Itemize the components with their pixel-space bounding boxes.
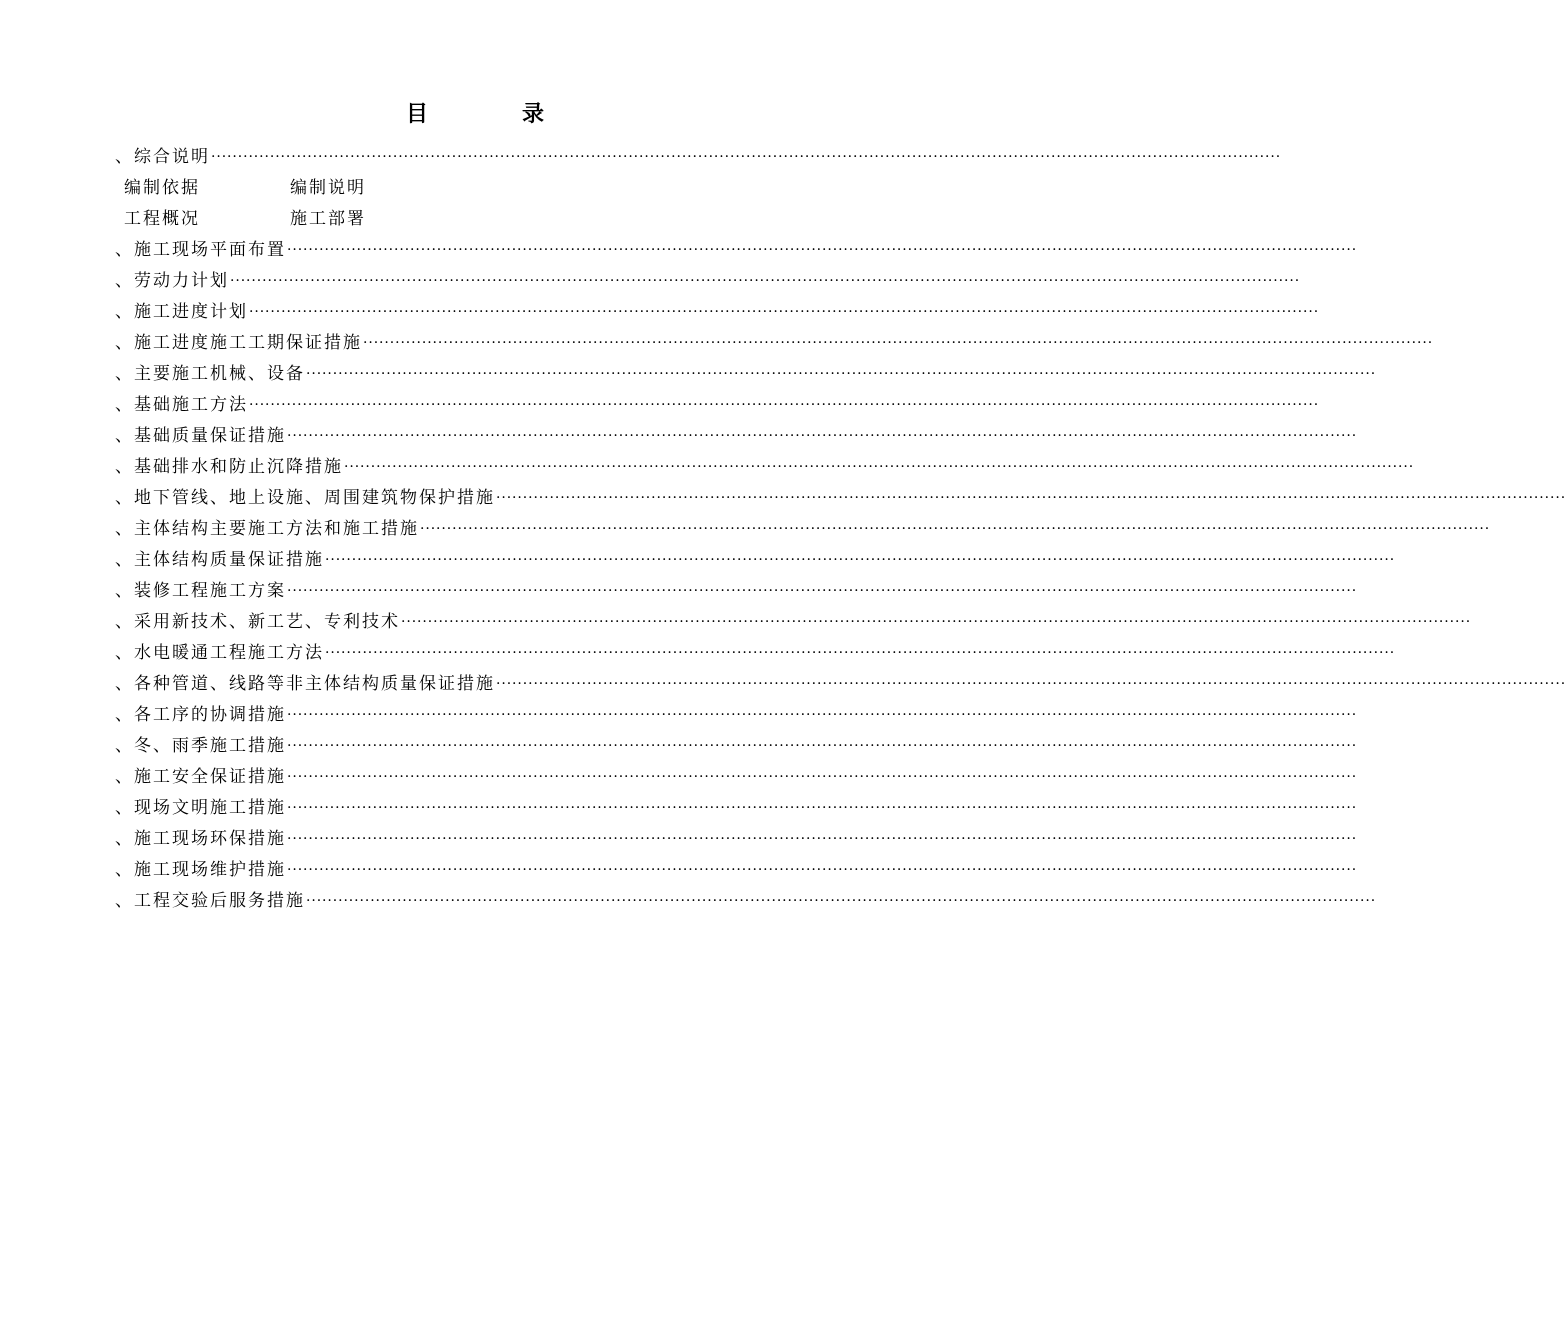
toc-entry[interactable] [115,235,1358,266]
dot-leader: ········································································································································································································ [230,273,1301,289]
toc-entry[interactable] [115,266,1301,297]
dot-leader: ········································································································································································································ [287,738,1358,754]
toc-entry-label: 、施工现场维护措施 [115,860,286,880]
table-of-contents [115,142,1566,917]
dot-leader: ········································································································································································································ [325,645,1396,661]
toc-entry[interactable] [115,700,1358,731]
dot-leader: ········································································································································································································ [496,676,1566,692]
dot-leader: ········································································································································································································ [306,366,1377,382]
dot-leader: ········································································································································································································ [325,552,1396,568]
toc-entry[interactable] [115,328,1434,359]
toc-subentry-row [115,173,795,204]
toc-entry-label: 、基础施工方法 [115,395,248,415]
toc-entry[interactable] [115,390,1320,421]
dot-leader: ········································································································································································································ [401,614,1472,630]
toc-entry-label: 、冬、雨季施工措施 [115,736,286,756]
toc-subentry[interactable]: 工程概况 [124,209,200,229]
toc-entry-label: 、各种管道、线路等非主体结构质量保证措施 [115,674,495,694]
dot-leader: ········································································································································································································ [249,304,1320,320]
toc-subentry[interactable]: 编制依据 [124,178,200,198]
toc-entry-label: 、地下管线、地上设施、周围建筑物保护措施 [115,488,495,508]
toc-entry-label: 、基础排水和防止沉降措施 [115,457,343,477]
toc-entry[interactable] [115,142,1282,173]
toc-subentry-row [115,204,795,235]
dot-leader: ········································································································································································································ [287,769,1358,785]
dot-leader: ········································································································································································································ [306,893,1377,909]
toc-entry[interactable] [115,762,1358,793]
toc-entry-label: 、现场文明施工措施 [115,798,286,818]
toc-entry-label: 、施工现场环保措施 [115,829,286,849]
dot-leader: ········································································································································································································ [211,149,1282,165]
toc-entry[interactable] [115,886,1377,917]
toc-subentry[interactable]: 编制说明 [290,178,366,198]
toc-entry[interactable] [115,514,1491,545]
toc-entry-label: 、主体结构质量保证措施 [115,550,324,570]
dot-leader: ········································································································································································································ [287,707,1358,723]
toc-entry[interactable] [115,607,1472,638]
toc-subentry[interactable]: 施工部署 [290,209,366,229]
toc-title: 目 录 [405,102,580,127]
toc-entry-label: 、施工现场平面布置 [115,240,286,260]
toc-entry[interactable] [115,576,1358,607]
dot-leader: ········································································································································································································ [249,397,1320,413]
dot-leader: ········································································································································································································ [287,800,1358,816]
toc-entry-label: 、综合说明 [115,147,210,167]
toc-entry-label: 、工程交验后服务措施 [115,891,305,911]
toc-entry-label: 、施工进度计划 [115,302,248,322]
dot-leader: ········································································································································································································ [420,521,1491,537]
toc-entry[interactable] [115,297,1320,328]
toc-entry[interactable] [115,824,1358,855]
toc-entry[interactable] [115,452,1415,483]
toc-entry-label: 、施工安全保证措施 [115,767,286,787]
toc-entry-label: 、水电暖通工程施工方法 [115,643,324,663]
toc-entry[interactable] [115,545,1396,576]
dot-leader: ········································································································································································································ [287,831,1358,847]
toc-entry-label: 、主要施工机械、设备 [115,364,305,384]
toc-entry-label: 、装修工程施工方案 [115,581,286,601]
toc-entry[interactable] [115,793,1358,824]
toc-entry-label: 、基础质量保证措施 [115,426,286,446]
toc-entry-label: 、劳动力计划 [115,271,229,291]
dot-leader: ········································································································································································································ [496,490,1566,506]
toc-entry[interactable] [115,421,1358,452]
dot-leader: ········································································································································································································ [287,583,1358,599]
toc-entry-label: 、各工序的协调措施 [115,705,286,725]
dot-leader: ········································································································································································································ [287,428,1358,444]
dot-leader: ········································································································································································································ [287,242,1358,258]
toc-entry[interactable] [115,638,1396,669]
dot-leader: ········································································································································································································ [344,459,1415,475]
toc-entry-label: 、主体结构主要施工方法和施工措施 [115,519,419,539]
toc-entry[interactable] [115,669,1566,700]
toc-entry-label: 、施工进度施工工期保证措施 [115,333,362,353]
toc-entry[interactable] [115,359,1377,390]
dot-leader: ········································································································································································································ [363,335,1434,351]
toc-entry[interactable] [115,731,1358,762]
dot-leader: ········································································································································································································ [287,862,1358,878]
toc-entry-label: 、采用新技术、新工艺、专利技术 [115,612,400,632]
toc-entry[interactable] [115,855,1358,886]
toc-entry[interactable] [115,483,1566,514]
